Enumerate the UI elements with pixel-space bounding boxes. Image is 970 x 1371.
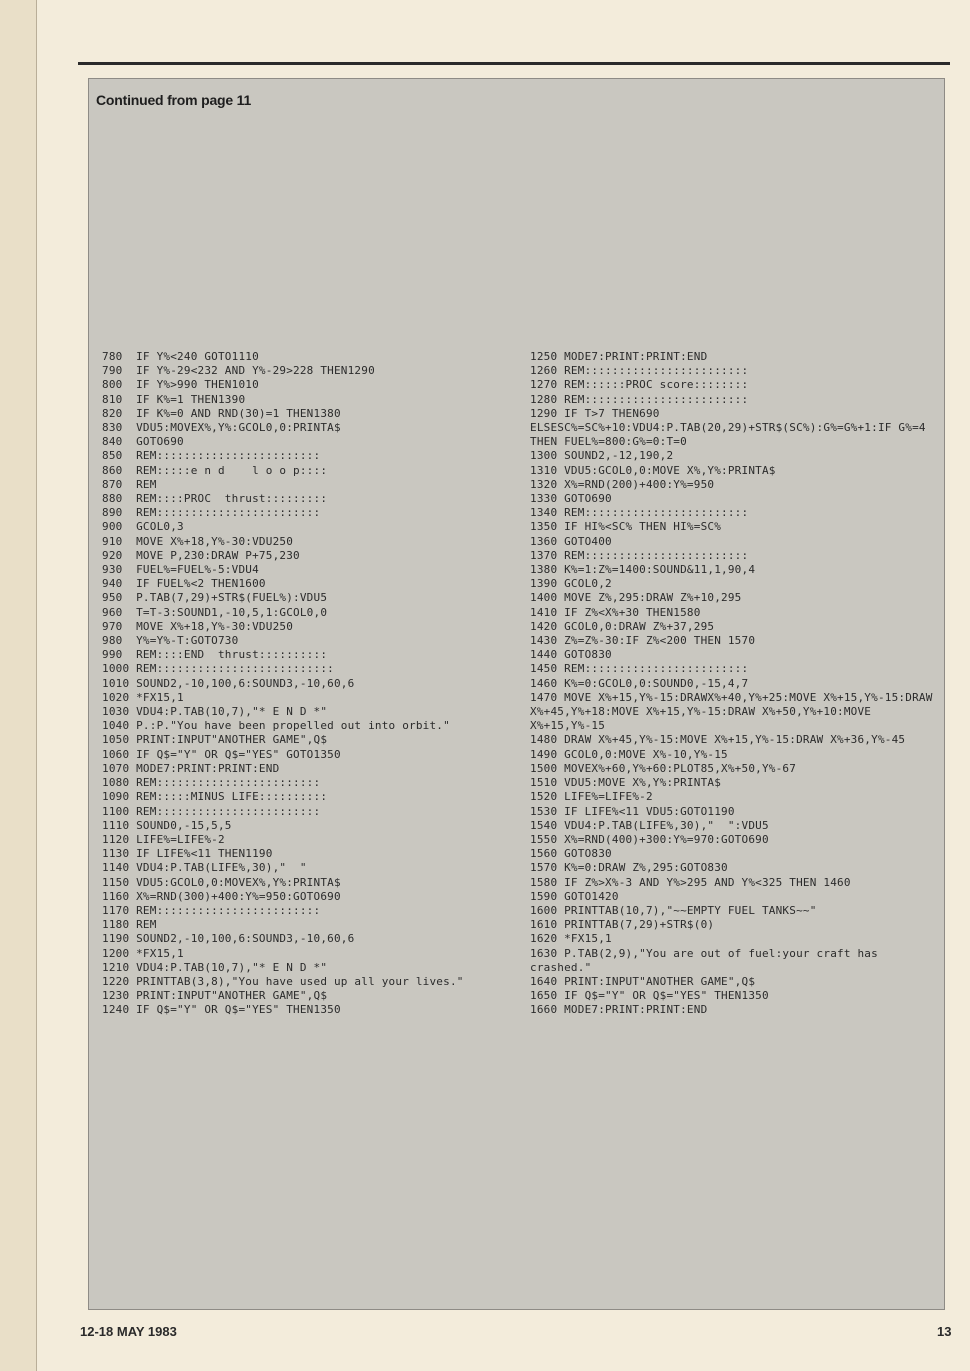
code-line: 1380 K%=1:Z%=1400:SOUND&11,1,90,4	[530, 563, 756, 577]
code-line: 910 MOVE X%+18,Y%-30:VDU250	[102, 534, 294, 548]
footer-date: 12-18 MAY 1983	[80, 1324, 177, 1339]
code-line: 1480 DRAW X%+45,Y%-15:MOVE X%+15,Y%-15:DRAW X%+36,Y%-45	[530, 733, 906, 747]
code-line: 1460 K%=0:GCOL0,0:SOUND0,-15,4,7	[530, 676, 749, 690]
code-line: 1450 REM::::::::::::::::::::::::	[530, 662, 749, 676]
code-line: 1070 MODE7:PRINT:PRINT:END	[102, 761, 280, 775]
code-line: 1420 GCOL0,0:DRAW Z%+37,295	[530, 619, 715, 633]
code-line: 1090 REM:::::MINUS LIFE::::::::::	[102, 790, 328, 804]
code-line: 1280 REM::::::::::::::::::::::::	[530, 392, 749, 406]
code-line: 1180 REM	[102, 918, 157, 932]
code-line: 950 P.TAB(7,29)+STR$(FUEL%):VDU5	[102, 591, 328, 605]
code-line: 1370 REM::::::::::::::::::::::::	[530, 548, 749, 562]
code-line: 1200 *FX15,1	[102, 946, 184, 960]
code-line: 1310 VDU5:GCOL0,0:MOVE X%,Y%:PRINTA$	[530, 463, 776, 477]
code-line: 1120 LIFE%=LIFE%-2	[102, 832, 225, 846]
code-line: 1020 *FX15,1	[102, 690, 184, 704]
page-spine	[0, 0, 37, 1371]
code-line: 780 IF Y%<240 GOTO1110	[102, 350, 259, 363]
code-line: 830 VDU5:MOVEX%,Y%:GCOL0,0:PRINTA$	[102, 421, 341, 435]
code-line: 800 IF Y%>990 THEN1010	[102, 378, 259, 392]
code-line: 1030 VDU4:P.TAB(10,7),"* E N D *"	[102, 705, 328, 719]
code-line: 1430 Z%=Z%-30:IF Z%<200 THEN 1570	[530, 634, 756, 648]
code-line: 900 GCOL0,3	[102, 520, 184, 534]
code-line: 1520 LIFE%=LIFE%-2	[530, 790, 653, 804]
code-line: 1140 VDU4:P.TAB(LIFE%,30)," "	[102, 861, 307, 875]
code-line: 870 REM	[102, 477, 157, 491]
code-line: 1330 GOTO690	[530, 492, 612, 506]
code-line: 880 REM::::PROC thrust:::::::::	[102, 492, 328, 506]
code-line: 1270 REM::::::PROC score::::::::	[530, 378, 749, 392]
code-line: 850 REM::::::::::::::::::::::::	[102, 449, 321, 463]
code-line: 1040 P.:P."You have been propelled out into orbit."	[102, 719, 450, 733]
code-line: 1010 SOUND2,-10,100,6:SOUND3,-10,60,6	[102, 676, 355, 690]
code-line: 970 MOVE X%+18,Y%-30:VDU250	[102, 619, 294, 633]
code-line: 990 REM::::END thrust::::::::::	[102, 648, 328, 662]
code-line: 930 FUEL%=FUEL%-5:VDU4	[102, 563, 259, 577]
code-line: 1210 VDU4:P.TAB(10,7),"* E N D *"	[102, 960, 328, 974]
code-line: 1080 REM::::::::::::::::::::::::	[102, 776, 321, 790]
code-line: 1050 PRINT:INPUT"ANOTHER GAME",Q$	[102, 733, 328, 747]
listing-column-left	[102, 350, 497, 1018]
code-line: 810 IF K%=1 THEN1390	[102, 392, 246, 406]
code-line: 1610 PRINTTAB(7,29)+STR$(0)	[530, 918, 715, 932]
code-line: 790 IF Y%-29<232 AND Y%-29>228 THEN1290	[102, 364, 375, 378]
continued-heading: Continued from page 11	[96, 92, 252, 108]
code-line: 1600 PRINTTAB(10,7),"~~EMPTY FUEL TANKS~~"	[530, 903, 817, 917]
code-line: 1540 VDU4:P.TAB(LIFE%,30)," ":VDU5	[530, 818, 769, 832]
code-line: 1240 IF Q$="Y" OR Q$="YES" THEN1350	[102, 1003, 341, 1017]
code-line: 1390 GCOL0,2	[530, 577, 612, 591]
code-line: 1190 SOUND2,-10,100,6:SOUND3,-10,60,6	[102, 932, 355, 946]
code-line: 1550 X%=RND(400)+300:Y%=970:GOTO690	[530, 832, 769, 846]
code-line: 1660 MODE7:PRINT:PRINT:END	[530, 1003, 708, 1017]
code-line: 1490 GCOL0,0:MOVE X%-10,Y%-15	[530, 747, 728, 761]
code-line: 1300 SOUND2,-12,190,2	[530, 449, 674, 463]
code-line: 1220 PRINTTAB(3,8),"You have used up all your lives."	[102, 974, 464, 988]
code-line: 1160 X%=RND(300)+400:Y%=950:GOTO690	[102, 889, 341, 903]
code-line: 1400 MOVE Z%,295:DRAW Z%+10,295	[530, 591, 742, 605]
code-line: 840 GOTO690	[102, 435, 184, 449]
code-line: 1650 IF Q$="Y" OR Q$="YES" THEN1350	[530, 989, 769, 1003]
code-line: 1150 VDU5:GCOL0,0:MOVEX%,Y%:PRINTA$	[102, 875, 341, 889]
code-line: 1290 IF T>7 THEN690 ELSESC%=SC%+10:VDU4:P.TAB(20,29)+STR$(SC%):G%=G%+1:IF G%=4 THEN FUEL%=800:G%=0:T=0	[530, 406, 933, 449]
code-line: 1440 GOTO830	[530, 648, 612, 662]
code-line: 1510 VDU5:MOVE X%,Y%:PRINTA$	[530, 776, 722, 790]
code-line: 1350 IF HI%<SC% THEN HI%=SC%	[530, 520, 722, 534]
code-line: 1250 MODE7:PRINT:PRINT:END	[530, 350, 708, 363]
code-line: 1500 MOVEX%+60,Y%+60:PLOT85,X%+50,Y%-67	[530, 761, 797, 775]
code-line: 1580 IF Z%>X%-3 AND Y%>295 AND Y%<325 THEN 1460	[530, 875, 851, 889]
code-line: 1170 REM::::::::::::::::::::::::	[102, 903, 321, 917]
code-line: 920 MOVE P,230:DRAW P+75,230	[102, 548, 300, 562]
code-line: 1560 GOTO830	[530, 847, 612, 861]
code-line: 1530 IF LIFE%<11 VDU5:GOTO1190	[530, 804, 735, 818]
code-line: 1470 MOVE X%+15,Y%-15:DRAWX%+40,Y%+25:MOVE X%+15,Y%-15:DRAW X%+45,Y%+18:MOVE X%+15,Y%-15:DRAW X%+50,Y%+10:MOVE X%+15,Y%-15	[530, 690, 940, 733]
code-line: 1640 PRINT:INPUT"ANOTHER GAME",Q$	[530, 974, 756, 988]
code-line: 1130 IF LIFE%<11 THEN1190	[102, 847, 273, 861]
code-line: 1340 REM::::::::::::::::::::::::	[530, 506, 749, 520]
code-line: 980 Y%=Y%-T:GOTO730	[102, 634, 239, 648]
code-line: 940 IF FUEL%<2 THEN1600	[102, 577, 266, 591]
code-line: 1410 IF Z%<X%+30 THEN1580	[530, 605, 701, 619]
page-number: 13	[937, 1324, 952, 1339]
code-line: 1000 REM::::::::::::::::::::::::::	[102, 662, 334, 676]
code-line: 1060 IF Q$="Y" OR Q$="YES" GOTO1350	[102, 747, 341, 761]
code-line: 1360 GOTO400	[530, 534, 612, 548]
code-line: 1630 P.TAB(2,9),"You are out of fuel:your craft has crashed."	[530, 946, 885, 974]
code-line: 1230 PRINT:INPUT"ANOTHER GAME",Q$	[102, 989, 328, 1003]
code-line: 960 T=T-3:SOUND1,-10,5,1:GCOL0,0	[102, 605, 328, 619]
listing-column-right	[530, 350, 940, 1018]
code-line: 820 IF K%=0 AND RND(30)=1 THEN1380	[102, 406, 341, 420]
code-line: 1570 K%=0:DRAW Z%,295:GOTO830	[530, 861, 728, 875]
code-line: 1620 *FX15,1	[530, 932, 612, 946]
code-line: 890 REM::::::::::::::::::::::::	[102, 506, 321, 520]
code-line: 1590 GOTO1420	[530, 889, 619, 903]
code-line: 1320 X%=RND(200)+400:Y%=950	[530, 477, 715, 491]
code-line: 860 REM:::::e n d l o o p::::	[102, 463, 328, 477]
code-line: 1100 REM::::::::::::::::::::::::	[102, 804, 321, 818]
code-line: 1260 REM::::::::::::::::::::::::	[530, 364, 749, 378]
code-line: 1110 SOUND0,-15,5,5	[102, 818, 232, 832]
